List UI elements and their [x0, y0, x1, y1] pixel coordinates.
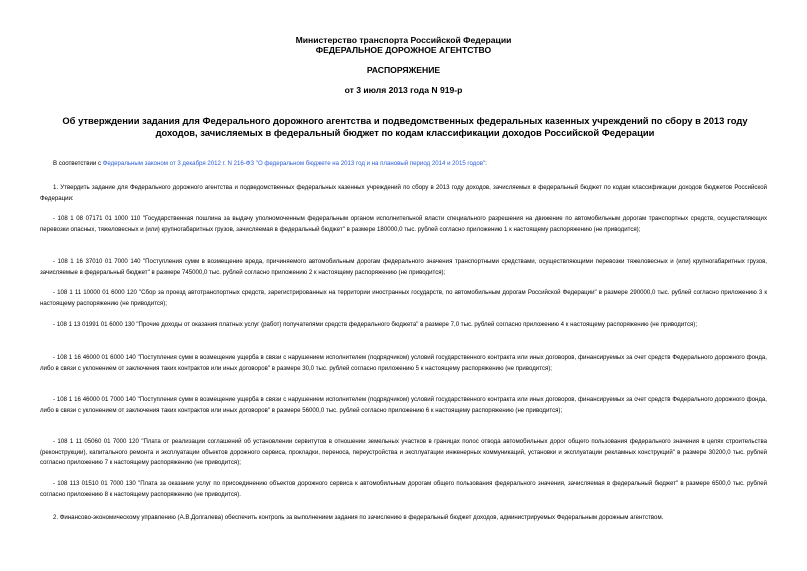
agency-name: ФЕДЕРАЛЬНОЕ ДОРОЖНОЕ АГЕНТСТВО — [315, 45, 492, 55]
document-type: РАСПОРЯЖЕНИЕ — [366, 65, 441, 75]
document-title: Об утверждении задания для Федерального дорожного агентства и подведомственных федеральных казенных учреждений по сбору в 2013 году доходов, зачисляемых в федеральный бюджет по кодам классификации доходов Российской Федерации — [62, 115, 748, 138]
preamble-suffix: : — [485, 160, 487, 167]
list-item-code-108-1-11-10000: - 108 1 11 10000 01 6000 120 "Сбор за проезд автотранспортных средств, зарегистрированных на территории иностранных государств, по автомобильным дорогам Российской Федерации" в размере 290000,0 тыс. рублей согласно приложению 3 к настоящему распоряжению (не приводится); — [40, 289, 767, 307]
list-item-code-108-1-16-46000-7000: - 108 1 16 46000 01 7000 140 "Поступления сумм в возмещение ущерба в связи с нарушением исполнителем (подрядчиком) условий государственного контракта или иных договоров, финансируемых за счет средств Федерального дорожного фонда, либо в связи с уклонением от заключения таких контрактов или иных договоров" в размере 56000,0 тыс. рублей согласно приложению 6 к настоящему распоряжению (не приводится); — [40, 396, 767, 414]
list-item-code-108-1-13-01991: - 108 1 13 01991 01 6000 130 "Прочие доходы от оказания платных услуг (работ) получателями средств федерального бюджета" в размере 7,0 тыс. рублей согласно приложению 4 к настоящему распоряжению (не приводится); — [53, 321, 698, 328]
paragraph-2: 2. Финансово-экономическому управлению (А.В.Долгалева) обеспечить контроль за выполнением задания по зачислению в федеральный бюджет доходов, администрируемых Федеральным дорожным агентством. — [53, 514, 664, 521]
document-date-number: от 3 июля 2013 года N 919-р — [344, 85, 463, 95]
list-item-code-108-1-08-07171: - 108 1 08 07171 01 1000 110 "Государственная пошлина за выдачу уполномоченным федеральным органом исполнительной власти специального разрешения на движение по автомобильным дорогам транспортных средств, осуществляющих перевозки опасных, тяжеловесных и (или) крупногабаритных грузов, зачисляемая в федеральный бюджет" в размере 180000,0 тыс. рублей согласно приложению 1 к настоящему распоряжению (не приводится); — [40, 215, 767, 233]
preamble-prefix: В соответствии с — [53, 160, 103, 167]
list-item-code-108-1-16-46000-6000: - 108 1 16 46000 01 6000 140 "Поступления сумм в возмещение ущерба в связи с нарушением исполнителем (подрядчиком) условий государственного контракта или иных договоров, финансируемых за счет средств Федерального дорожного фонда, либо в связи с уклонением от заключения таких контрактов или иных договоров" в размере 30,0 тыс. рублей согласно приложению 5 к настоящему распоряжению (не приводится); — [40, 354, 767, 372]
preamble — [40, 159, 767, 170]
paragraph-1: 1. Утвердить задание для Федерального дорожного агентства и подведомственных федеральных казенных учреждений по сбору в 2013 году доходов, зачисляемых в федеральный бюджет по кодам классификации доходов бюджетов Российской Федерации: — [40, 184, 767, 202]
list-item-code-108-113-01510: - 108 113 01510 01 7000 130 "Плата за оказание услуг по присоединению объектов дорожного сервиса к автомобильным дорогам общего пользования федерального значения, зачисляемая в федеральный бюджет" в размере 6500,0 тыс. рублей согласно приложению 8 к настоящему распоряжению (не приводится). — [40, 480, 767, 498]
list-item-code-108-1-16-37010: - 108 1 16 37010 01 7000 140 "Поступления сумм в возмещение вреда, причиняемого автомобильным дорогам федерального значения транспортными средствами, осуществляющими перевозки тяжеловесных и (или) крупногабаритных грузов, зачисляемые в федеральный бюджет" в размере 745000,0 тыс. рублей согласно приложению 2 к настоящему распоряжению (не приводится); — [40, 258, 767, 276]
list-item-code-108-1-11-05060: - 108 1 11 05060 01 7000 120 "Плата от реализации соглашений об установлении сервитутов в отношении земельных участков в границах полос отвода автомобильных дорог общего пользования федерального значения в целях строительства (реконструкции), капитального ремонта и эксплуатации объектов дорожного сервиса, прокладки, переноса, переустройства и эксплуатации инженерных коммуникаций, установки и эксплуатации рекламных конструкций" в размере 30200,0 тыс. рублей согласно приложению 7 к настоящему распоряжению (не приводится); — [40, 438, 767, 466]
federal-law-link[interactable]: Федеральным законом от 3 декабря 2012 г. N 216-ФЗ "О федеральном бюджете на 2013 год и на плановый период 2014 и 2015 годов" — [102, 160, 486, 167]
ministry-name: Министерство транспорта Российской Федерации — [295, 35, 512, 45]
